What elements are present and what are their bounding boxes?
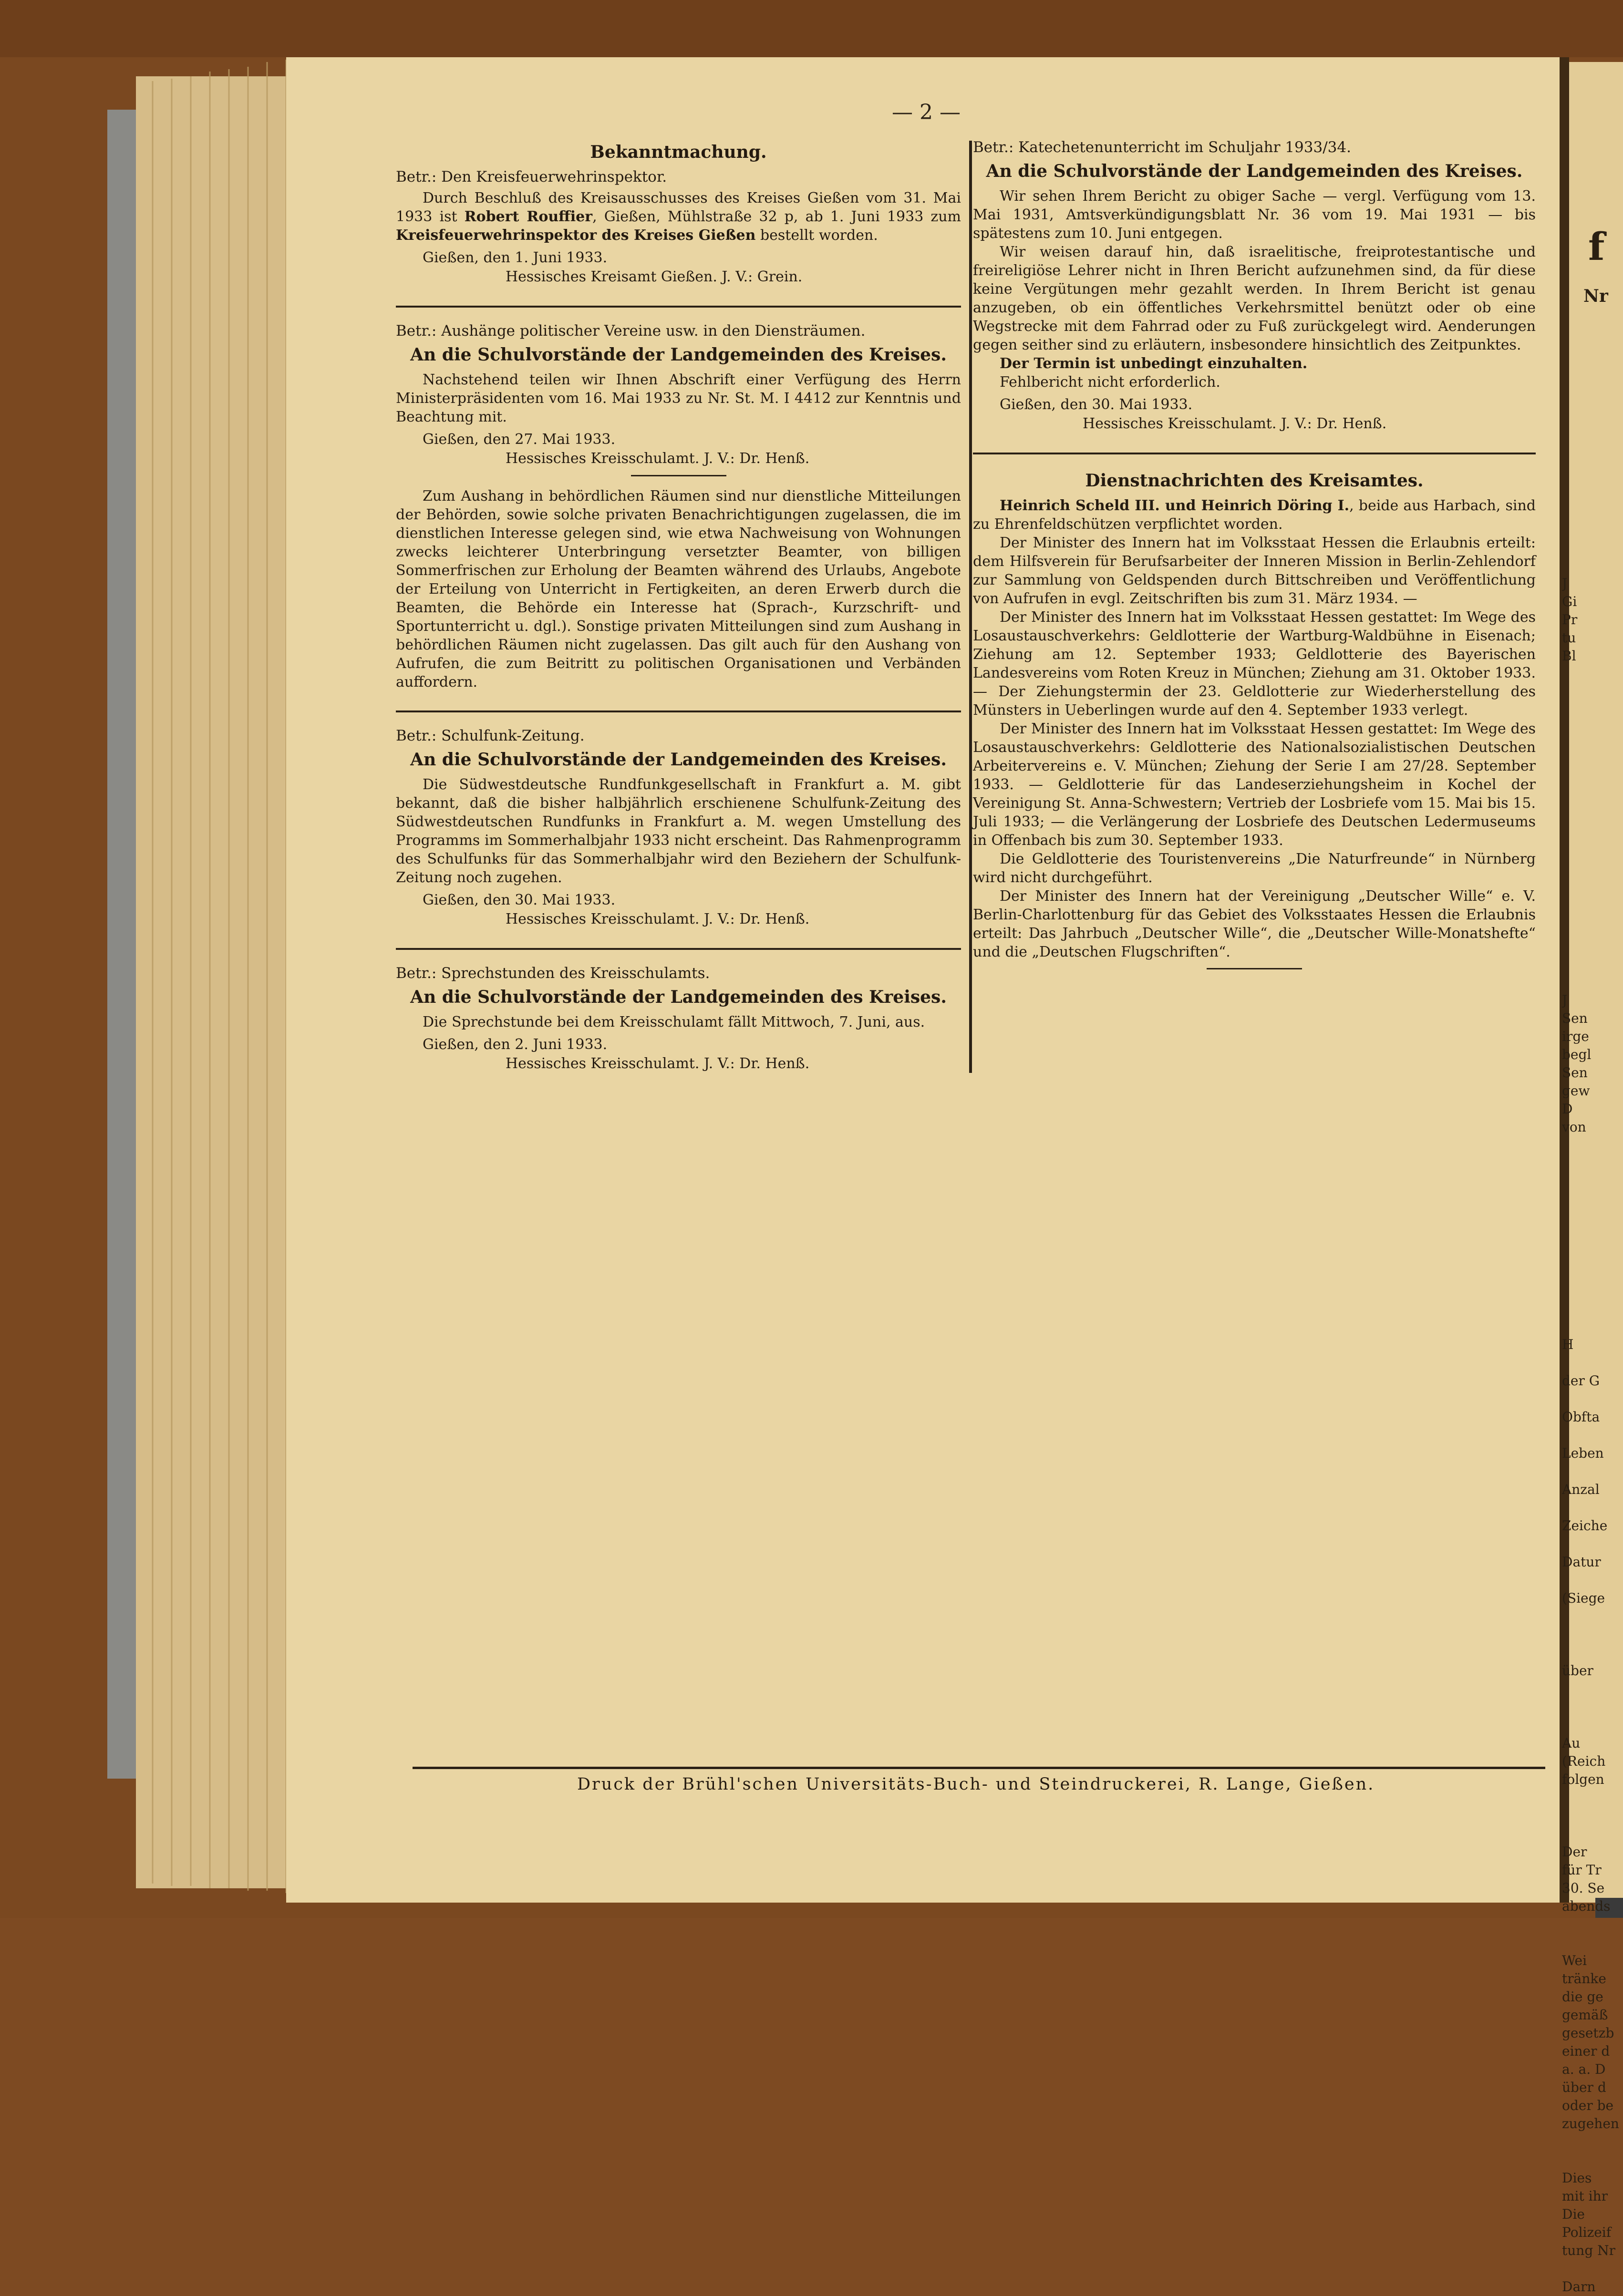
next-page-word bbox=[1562, 1462, 1622, 1481]
next-page-word bbox=[1562, 1318, 1622, 1336]
next-page-word: Dies bbox=[1562, 2170, 1592, 2186]
body-text: Der Minister des Innern hat im Volksstaat Hessen gestattet: Im Wege des Losaustauschverkehrs: Geldlotterie des Nationalsozialistischen Deutschen Arbeitervereins e. V. München; Ziehung der Serie I am 27/28. September 1933. — Geldlotterie für das Landeserziehungsheim in Kochel der Vereinigung St. Anna-Schwestern; Vertrieb der Losbriefe vom 15. Mai bis 15. Juli 1933; — die Verlängerung der Losbriefe des Deutschen Ledermuseums in Offenbach bis zum 30. September 1933. bbox=[973, 721, 1536, 849]
next-page-word bbox=[1562, 1607, 1622, 1626]
next-page-word: gew bbox=[1562, 1083, 1590, 1099]
next-page-word: oder be bbox=[1562, 2098, 1614, 2113]
section-dienstnachrichten bbox=[973, 469, 1536, 969]
next-page-word: J bbox=[1562, 992, 1568, 1008]
section-bekanntmachung bbox=[396, 140, 961, 287]
next-page-word bbox=[1562, 2260, 1622, 2278]
body-text: Heinrich Scheld III. und Heinrich Döring I., beide aus Harbach, sind zu Ehrenfeldschützen verpflichtet worden. bbox=[973, 497, 1536, 533]
section-heading: Dienstnachrichten des Kreisamtes. bbox=[1085, 471, 1424, 491]
right-column bbox=[973, 138, 1536, 988]
next-page-word: Sen bbox=[1562, 1010, 1588, 1026]
next-page-word: tung Nr bbox=[1562, 2243, 1616, 2258]
next-page-word: D bbox=[1562, 1101, 1573, 1117]
date-line: Gießen, den 2. Juni 1933. bbox=[423, 1036, 608, 1053]
next-page-word bbox=[1562, 828, 1622, 846]
section-divider bbox=[396, 948, 961, 950]
body-text: Fehlbericht nicht erforderlich. bbox=[1000, 374, 1220, 391]
next-page-word bbox=[1562, 792, 1622, 810]
next-page-word: Obfta bbox=[1562, 1409, 1600, 1425]
next-page-word bbox=[1562, 1915, 1622, 1934]
next-page-word: einer d bbox=[1562, 2043, 1610, 2059]
next-page-word: Polizeif bbox=[1562, 2224, 1612, 2240]
body-text: Wir weisen darauf hin, daß israelitische, freiprotestantische und freireligiöse Lehrer nicht in Ihren Bericht aufzunehmen sind, da für diese keine Vergütungen mehr gezahlt werden. In Ihrem Bericht ist genau anzugeben, ob ein öffentliches Verkehrsmittel benützt oder ob eine Wegstrecke mit dem Fahrrad oder zu Fuß zurückgelegt wird. Aenderungen gegen seither sind zu erläutern, insbesondere hinsichtlich des Zeitpunktes. bbox=[973, 244, 1536, 353]
next-page-word bbox=[1562, 1825, 1622, 1843]
next-page-word: über d bbox=[1562, 2080, 1606, 2095]
body-text: Durch Beschluß des Kreisausschusses des Kreises Gießen vom 31. Mai 1933 ist Robert Rouffier, Gießen, Mühlstraße 32 p, ab 1. Juni 1933 zum Kreisfeuerwehrinspektor des Kreises Gießen bestellt worden. bbox=[396, 190, 961, 244]
next-page-word: irge bbox=[1562, 1029, 1589, 1044]
page-number: — 2 — bbox=[892, 100, 961, 124]
date-line: Gießen, den 30. Mai 1933. bbox=[423, 892, 616, 908]
next-page-word: a. a. D bbox=[1562, 2061, 1606, 2077]
next-page-word: Pr bbox=[1562, 612, 1578, 628]
next-page-word bbox=[1562, 1535, 1622, 1553]
deadline-note: Der Termin ist unbedingt einzuhalten. bbox=[1000, 355, 1308, 372]
next-page-word: tränke bbox=[1562, 1971, 1606, 1987]
next-page-word: H bbox=[1562, 1337, 1574, 1352]
next-page-word: Zeiche bbox=[1562, 1518, 1608, 1534]
body-text: Der Minister des Innern hat im Volksstaat Hessen gestattet: Im Wege des Losaustauschverkehrs: Geldlotterie der Wartburg-Waldbühne in Eisenach; Ziehung am 12. September 1933; Geldlotterie des Bayerischen Landesvereins vom Roten Kreuz in München; Ziehung am 31. Oktober 1933. — Der Ziehungstermin der 23. Geldlotterie zur Wiederherstellung des Münsters in Ueberlingen wurde auf den 4. September 1933 verlegt. bbox=[973, 609, 1536, 719]
signature: Hessisches Kreisschulamt. J. V.: Dr. Henß. bbox=[506, 450, 810, 467]
date-line: Gießen, den 27. Mai 1933. bbox=[423, 431, 616, 448]
signature: Hessisches Kreisschulamt. J. V.: Dr. Henß. bbox=[1083, 415, 1387, 432]
next-page-word bbox=[1562, 1390, 1622, 1408]
body-text: Wir sehen Ihrem Bericht zu obiger Sache — vergl. Verfügung vom 13. Mai 1931, Amtsverkündigungsblatt Nr. 36 vom 19. Mai 1931 — bis spätestens zum 10. Juni entgegen. bbox=[973, 188, 1536, 242]
next-page-word: Die bbox=[1562, 2206, 1585, 2222]
next-page-word bbox=[1562, 1281, 1622, 1299]
next-page-word: gesetzb bbox=[1562, 2025, 1614, 2041]
next-page-word: Wei bbox=[1562, 1953, 1587, 1968]
betr-line: Betr.: Den Kreisfeuerwehrinspektor. bbox=[396, 168, 667, 185]
next-page-word: abends bbox=[1562, 1898, 1611, 1914]
next-page-word bbox=[1562, 901, 1622, 919]
next-page-word: 30. Se bbox=[1562, 1880, 1605, 1896]
short-divider bbox=[1207, 968, 1302, 969]
next-page-word bbox=[1562, 2151, 1622, 2169]
next-page-word: (Reich bbox=[1562, 1753, 1606, 1769]
next-page-word bbox=[1562, 883, 1622, 901]
signature: Hessisches Kreisschulamt. J. V.: Dr. Henß. bbox=[506, 1055, 810, 1072]
section-divider bbox=[396, 710, 961, 712]
footer-divider bbox=[413, 1767, 1545, 1769]
next-page-word: die ge bbox=[1562, 1989, 1603, 2005]
next-page-word bbox=[1562, 1209, 1622, 1227]
body-text: Die Südwestdeutsche Rundfunkgesellschaft in Frankfurt a. M. gibt bekannt, daß die bisher halbjährlich erschienene Schulfunk-Zeitung des Südwestdeutschen Rundfunks in Frankfurt a. M. wegen Umstellung des Programms im Sommerhalbjahr 1933 nicht erscheint. Das Rahmenprogramm des Schulfunks für das Sommerhalbjahr wird den Beziehern der Schulfunk-Zeitung noch zugehen. bbox=[396, 776, 961, 886]
next-page-word: zugehen bbox=[1562, 2116, 1619, 2131]
next-page-word: Darn bbox=[1562, 2279, 1596, 2295]
next-page-word bbox=[1562, 810, 1622, 828]
next-page-fragment-words bbox=[1562, 575, 1622, 2296]
office-name: Kreisfeuerwehrinspektor des Kreises Gießen bbox=[396, 227, 756, 244]
next-page-word bbox=[1562, 1354, 1622, 1372]
next-page-word bbox=[1562, 937, 1622, 955]
next-page-word: von bbox=[1562, 1119, 1586, 1135]
next-page-word bbox=[1562, 1698, 1622, 1716]
next-page-word bbox=[1562, 1716, 1622, 1734]
next-page-word bbox=[1562, 2133, 1622, 2151]
section-divider bbox=[396, 306, 961, 308]
next-page-word bbox=[1562, 973, 1622, 991]
next-page-word bbox=[1562, 1154, 1622, 1173]
next-page-word: folgen bbox=[1562, 1771, 1604, 1787]
printer-imprint: Druck der Brühl'schen Universitäts-Buch- und Steindruckerei, R. Lange, Gießen. bbox=[577, 1775, 1375, 1794]
next-page-word bbox=[1562, 1173, 1622, 1191]
betr-line: Betr.: Schulfunk-Zeitung. bbox=[396, 727, 585, 744]
section-heading: An die Schulvorstände der Landgemeinden des Kreises. bbox=[410, 345, 947, 365]
next-page-word: Der bbox=[1562, 1844, 1587, 1860]
next-page-word bbox=[1562, 738, 1622, 756]
body-text: Die Sprechstunde bei dem Kreisschulamt fällt Mittwoch, 7. Juni, aus. bbox=[423, 1014, 925, 1030]
next-page-word bbox=[1562, 665, 1622, 683]
next-page-word bbox=[1562, 955, 1622, 973]
signature: Hessisches Kreisschulamt. J. V.: Dr. Henß. bbox=[506, 911, 810, 927]
section-heading: An die Schulvorstände der Landgemeinden des Kreises. bbox=[410, 987, 947, 1007]
next-page-word bbox=[1562, 1789, 1622, 1807]
next-page-word: Leben bbox=[1562, 1445, 1604, 1461]
date-line: Gießen, den 30. Mai 1933. bbox=[1000, 396, 1193, 413]
next-page-word: Bl bbox=[1562, 648, 1576, 664]
body-text: Die Geldlotterie des Touristenvereins „Die Naturfreunde“ in Nürnberg wird nicht durchgeführt. bbox=[973, 851, 1536, 886]
next-page-fragment-top: f bbox=[1588, 224, 1605, 269]
next-page-word bbox=[1562, 1626, 1622, 1644]
section-heading: An die Schulvorstände der Landgemeinden des Kreises. bbox=[410, 750, 947, 770]
section-sprechstunden bbox=[396, 964, 961, 1073]
person-name: Robert Rouffier bbox=[464, 208, 593, 225]
quoted-decree: Zum Aushang in behördlichen Räumen sind nur dienstliche Mitteilungen der Behörden, sowie solche privaten Benachrichtigungen zugelassen, die im dienstlichen Interesse gelegen sind, wie etwa Nachweisung von Wohnungen zwecks leichterer Unterbringung versetzter Beamter, von billigen Sommerfrischen zur Erholung der Beamten während des Urlaubs, Angebote der Erteilung von Unterricht in Fertigkeiten, an deren Erwerb durch die Beamten, die Behörde ein Interesse hat (Sprach-, Kurzschrift- und Sportunterricht u. dgl.). Sonstige privaten Mitteilungen sind zum Aushang in behördlichen Räumen nicht zugelassen. Das gilt auch für den Aushang von Aufrufen, die zum Beitritt zu politischen Organisationen und Verbänden auffordern. bbox=[396, 488, 961, 690]
next-page-word: für Tr bbox=[1562, 1862, 1602, 1878]
next-page-word bbox=[1562, 846, 1622, 865]
section-divider bbox=[973, 453, 1536, 454]
next-page-word bbox=[1562, 1571, 1622, 1589]
next-page-word bbox=[1562, 683, 1622, 701]
body-text: Nachstehend teilen wir Ihnen Abschrift einer Verfügung des Herrn Ministerpräsidenten vom 16. Mai 1933 zu Nr. St. M. I 4412 zur Kenntnis und Beachtung mit. bbox=[396, 371, 961, 425]
next-page-word: J bbox=[1562, 576, 1568, 591]
next-page-word bbox=[1562, 1299, 1622, 1318]
next-page-word bbox=[1562, 1191, 1622, 1209]
next-page-word: (Siege bbox=[1562, 1590, 1605, 1606]
next-page-word bbox=[1562, 1227, 1622, 1245]
section-schulfunk bbox=[396, 727, 961, 929]
signature: Hessisches Kreisamt Gießen. J. V.: Grein. bbox=[506, 268, 803, 285]
next-page-word bbox=[1562, 1263, 1622, 1281]
next-page-word: mit ihr bbox=[1562, 2188, 1608, 2204]
person-names: Heinrich Scheld III. und Heinrich Döring I. bbox=[1000, 497, 1350, 514]
short-divider bbox=[631, 475, 726, 476]
next-page-word bbox=[1562, 720, 1622, 738]
left-column bbox=[396, 138, 961, 1092]
next-page-word bbox=[1562, 1245, 1622, 1263]
next-page-word: der G bbox=[1562, 1373, 1600, 1389]
next-page-word: über bbox=[1562, 1663, 1593, 1678]
next-page-word: Gi bbox=[1562, 594, 1577, 609]
section-heading: An die Schulvorstände der Landgemeinden des Kreises. bbox=[986, 161, 1523, 181]
next-page-word: Anzal bbox=[1562, 1482, 1600, 1497]
date-line: Gießen, den 1. Juni 1933. bbox=[423, 249, 608, 266]
next-page-word: Datur bbox=[1562, 1554, 1601, 1570]
betr-line: Betr.: Katechetenunterricht im Schuljahr 1933/34. bbox=[973, 139, 1351, 156]
next-page-word bbox=[1562, 1680, 1622, 1698]
next-page-word: Au bbox=[1562, 1735, 1581, 1751]
next-page-word bbox=[1562, 1499, 1622, 1517]
section-title: Bekanntmachung. bbox=[590, 142, 767, 162]
betr-line: Betr.: Sprechstunden des Kreisschulamts. bbox=[396, 965, 710, 982]
section-aushaenge bbox=[396, 322, 961, 691]
next-page-word bbox=[1562, 1934, 1622, 1952]
next-page-word: gemäß bbox=[1562, 2007, 1608, 2023]
next-page-word bbox=[1562, 1807, 1622, 1825]
next-page-word bbox=[1562, 1136, 1622, 1154]
next-page-word bbox=[1562, 1426, 1622, 1444]
next-page-word bbox=[1562, 756, 1622, 774]
next-page-word: begl bbox=[1562, 1047, 1592, 1062]
column-divider bbox=[969, 141, 972, 1073]
section-katecheten bbox=[973, 138, 1536, 433]
next-page-word: tu bbox=[1562, 630, 1576, 646]
next-page-word bbox=[1562, 865, 1622, 883]
next-page-word bbox=[1562, 774, 1622, 792]
betr-line: Betr.: Aushänge politischer Vereine usw. in den Diensträumen. bbox=[396, 322, 866, 340]
next-page-word: Sen bbox=[1562, 1065, 1588, 1081]
body-text: Der Minister des Innern hat der Vereinigung „Deutscher Wille“ e. V. Berlin-Charlottenburg für das Gebiet des Volksstaates Hessen die Erlaubnis erteilt: Das Jahrbuch „Deutscher Wille“, die „Deutscher Wille-Monatshefte“ und die „Deutschen Flugschriften“. bbox=[973, 888, 1536, 960]
next-page-word bbox=[1562, 1644, 1622, 1662]
next-page-word bbox=[1562, 701, 1622, 720]
next-page-fragment-sub: Nr bbox=[1583, 286, 1608, 306]
next-page-word bbox=[1562, 919, 1622, 937]
body-text: Der Minister des Innern hat im Volksstaat Hessen die Erlaubnis erteilt: dem Hilfsverein für Berufsarbeiter der Inneren Mission in Berlin-Zehlendorf zur Sammlung von Geldspenden durch Bittschreiben und Veröffentlichung von Aufrufen in evgl. Zeitschriften bis zum 31. März 1934. — bbox=[973, 535, 1536, 607]
